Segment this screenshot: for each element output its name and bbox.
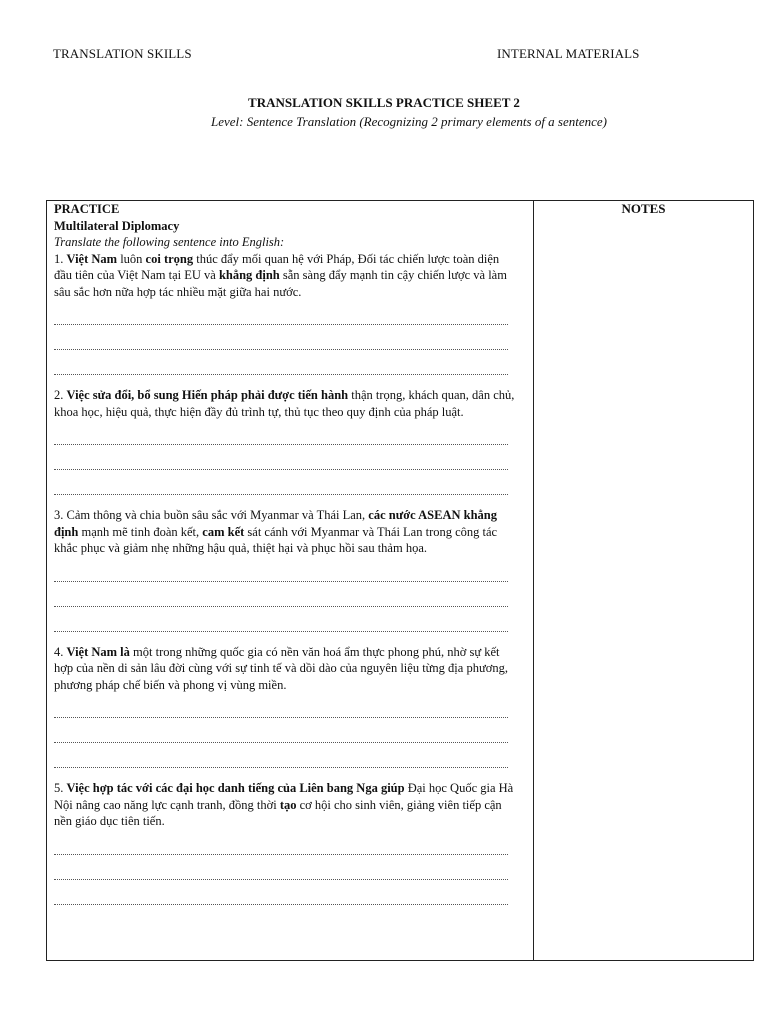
answer-lines [54, 313, 519, 375]
answer-line[interactable] [54, 731, 508, 743]
answer-line[interactable] [54, 483, 508, 495]
answer-lines [54, 433, 519, 495]
answer-line[interactable] [54, 620, 508, 632]
emphasis-text: Việt Nam là [66, 644, 130, 659]
sentence-text: Đại học Quốc gia Hà Nội nâng cao năng lực cạnh tranh, đồng thời [54, 781, 514, 812]
exercise-item-4 [54, 644, 519, 769]
answer-line[interactable] [54, 433, 508, 445]
sentence-text: 2. [54, 388, 67, 402]
exercise-item-3 [54, 507, 519, 632]
emphasis-text: Việt Nam [66, 251, 118, 266]
emphasis-text: cam kết [202, 524, 245, 539]
exercise-sentence [54, 387, 519, 420]
notes-heading: NOTES [621, 201, 666, 216]
practice-column [47, 201, 534, 960]
sentence-text: thúc đẩy mối quan hệ với Pháp, Đối tác chiến lược toàn diện đầu tiên của Việt Nam tại EU và [54, 251, 500, 282]
emphasis-text: tạo [279, 797, 297, 812]
answer-line[interactable] [54, 570, 508, 582]
answer-lines [54, 843, 519, 905]
emphasis-text: coi trọng [145, 251, 194, 266]
answer-line[interactable] [54, 706, 508, 718]
sentence-text: luôn [117, 251, 146, 266]
exercise-sentence [54, 251, 519, 301]
sentence-text: 4. [54, 644, 67, 659]
practice-heading: PRACTICE [54, 202, 120, 216]
exercise-sentence [54, 780, 519, 830]
answer-line[interactable] [54, 868, 508, 880]
answer-line[interactable] [54, 363, 508, 375]
answer-line[interactable] [54, 313, 508, 325]
exercise-sentence [54, 644, 519, 694]
sentence-text: 3. Cảm thông và chia buồn sâu sắc với Myanmar và Thái Lan, [54, 508, 369, 522]
exercise-item-1 [54, 251, 519, 376]
sentence-text: sát cánh với Myanmar và Thái Lan trong công tác khắc phục và giảm nhẹ những hậu quả, thiệt hại và phục hồi sau thảm họa. [54, 524, 498, 555]
answer-line[interactable] [54, 756, 508, 768]
answer-line[interactable] [54, 338, 508, 350]
page-subtitle: Level: Sentence Translation (Recognizing 2 primary elements of a sentence) [210, 114, 608, 129]
sentence-text: 5. [54, 781, 67, 795]
sentence-text: một trong những quốc gia có nền văn hoá ẩm thực phong phú, nhờ sự kết hợp của nền di sản lâu đời cùng với sự tinh tế và dồi dào của nguyên liệu từng địa phương, phương pháp chế biến và phong vị vùng miền. [54, 644, 508, 692]
sentence-text: thận trọng, khách quan, dân chủ, khoa học, hiệu quả, thực hiện đầy đủ trình tự, thủ tục theo quy định của pháp luật. [54, 388, 515, 419]
practice-table [46, 200, 754, 961]
emphasis-text: Việc sửa đổi, bổ sung Hiến pháp phải được tiến hành [66, 388, 349, 402]
notes-column[interactable] [534, 201, 753, 960]
sentence-text: 1. [54, 251, 67, 266]
sentence-text: mạnh mẽ tinh đoàn kết, [78, 524, 203, 539]
exercise-sentence [54, 507, 519, 557]
header-left: TRANSLATION SKILLS [53, 46, 192, 61]
emphasis-text: Việc hợp tác với các đại học danh tiếng của Liên bang Nga giúp [66, 781, 405, 795]
exercise-item-2 [54, 387, 519, 495]
answer-line[interactable] [54, 458, 508, 470]
answer-line[interactable] [54, 893, 508, 905]
answer-lines [54, 570, 519, 632]
page-title: TRANSLATION SKILLS PRACTICE SHEET 2 [248, 95, 520, 110]
answer-line[interactable] [54, 595, 508, 607]
topic-heading: Multilateral Diplomacy [54, 218, 180, 233]
emphasis-text: các nước ASEAN khẳng định [54, 508, 497, 539]
instruction-text: Translate the following sentence into English: [54, 235, 285, 249]
answer-line[interactable] [54, 843, 508, 855]
header-right: INTERNAL MATERIALS [497, 46, 640, 61]
sentence-text: cơ hội cho sinh viên, giảng viên tiếp cận nền giáo dục tiên tiến. [54, 797, 502, 828]
sentence-text: sẵn sàng đẩy mạnh tin cậy chiến lược và làm sâu sắc hơn nữa hợp tác nhiều mặt giữa hai nước. [54, 268, 507, 299]
emphasis-text: khẳng định [218, 268, 280, 282]
answer-lines [54, 706, 519, 768]
exercise-item-5 [54, 780, 519, 905]
